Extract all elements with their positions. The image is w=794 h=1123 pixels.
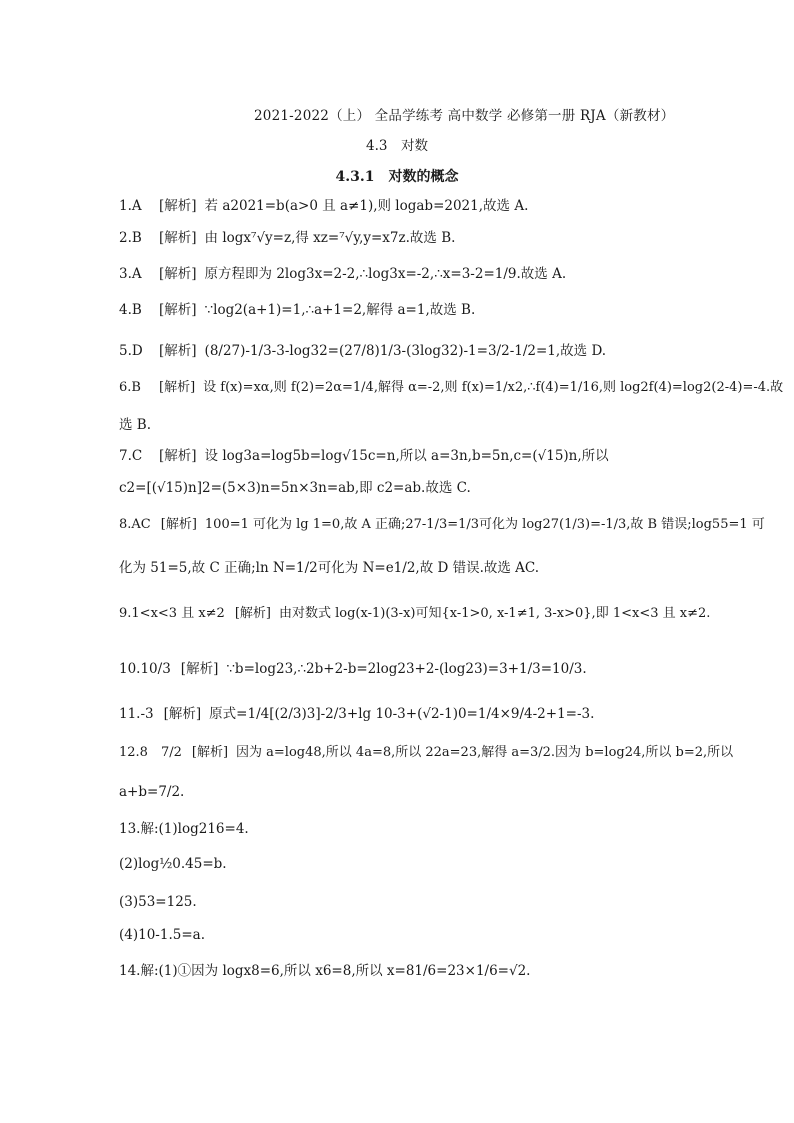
answer-text: (2)log½0.45=b.	[119, 856, 227, 872]
answer-line	[119, 516, 765, 534]
answer-line	[119, 197, 679, 215]
answer-number: 1.A	[119, 198, 142, 214]
answer-text: (3)53=125.	[119, 894, 197, 910]
answer-line	[119, 962, 679, 980]
answer-line	[119, 855, 679, 873]
answer-line	[119, 705, 679, 723]
answer-text: 因为 a=log48,所以 4a=8,所以 22a=23,解得 a=3/2.因为 b=log24,所以 b=2,所以	[236, 745, 734, 760]
answer-line	[119, 265, 679, 283]
answer-number: 5.D	[119, 343, 143, 359]
answer-text: ∵b=log23,∴2b+2-b=2log23+2-(log23)=3+1/3=10/3.	[226, 661, 587, 677]
answer-number: 13.解:	[119, 821, 159, 837]
answer-line	[119, 605, 711, 623]
answer-line	[119, 301, 679, 319]
answer-line	[119, 416, 679, 434]
answer-line	[119, 479, 679, 497]
answer-text: 设 log3a=log5b=log√15c=n,所以 a=3n,b=5n,c=(√15)n,所以	[204, 448, 609, 464]
answer-text: 原式=1/4[(2/3)3]-2/3+lg 10-3+(√2-1)0=1/4×9/4-2+1=-3.	[209, 706, 595, 722]
answer-text: 由 logx⁷√y=z,得 xz=⁷√y,y=x7z.故选 B.	[204, 230, 456, 246]
answer-text: (1)①因为 logx8=6,所以 x6=8,所以 x=81/6=23×1/6=√2.	[158, 963, 531, 979]
page-header: 2021-2022（上） 全品学练考 高中数学 必修第一册 RJA（新教材）	[254, 108, 675, 124]
analysis-tag: [解析]	[159, 302, 197, 318]
analysis-tag: [解析]	[163, 706, 202, 722]
answer-text: ∵log2(a+1)=1,∴a+1=2,解得 a=1,故选 B.	[204, 302, 476, 318]
answer-number: 3.A	[119, 266, 142, 282]
answer-text: (1)log216=4.	[158, 821, 249, 837]
answer-line	[119, 559, 679, 577]
answer-text: (4)10-1.5=a.	[119, 927, 205, 943]
section-title: 4.3 对数	[366, 138, 428, 154]
answer-number: 6.B	[119, 380, 141, 395]
analysis-tag: [解析]	[180, 661, 219, 677]
analysis-tag: [解析]	[159, 380, 196, 395]
answer-number: 9.1<x<3 且 x≠2	[119, 606, 225, 621]
answer-number: 12.8 7/2	[119, 745, 182, 760]
answer-text: 100=1 可化为 lg 1=0,故 A 正确;27-1/3=1/3可化为 log27(1/3)=-1/3,故 B 错误;log55=1 可	[204, 517, 765, 532]
answer-line	[119, 379, 784, 397]
answer-line	[119, 926, 679, 944]
answer-line	[119, 744, 734, 762]
answer-number: 11.-3	[119, 706, 154, 722]
answer-text: 由对数式 log(x-1)(3-x)可知{x-1>0, x-1≠1, 3-x>0},即 1<x<3 且 x≠2.	[278, 606, 711, 621]
analysis-tag: [解析]	[159, 448, 197, 464]
analysis-tag: [解析]	[159, 230, 197, 246]
answer-text: 设 f(x)=xα,则 f(2)=2α=1/4,解得 α=-2,则 f(x)=1/x2,∴f(4)=1/16,则 log2f(4)=log2(2-4)=-4.故	[203, 380, 784, 395]
answer-line	[119, 820, 679, 838]
answer-text: (8/27)-1/3-3-log32=(27/8)1/3-(3log32)-1=3/2-1/2=1,故选 D.	[204, 343, 607, 359]
answer-number: 2.B	[119, 230, 142, 246]
answer-number: 4.B	[119, 302, 142, 318]
analysis-tag: [解析]	[159, 198, 197, 214]
answer-line	[119, 229, 679, 247]
analysis-tag: [解析]	[234, 606, 271, 621]
answer-text: 选 B.	[119, 417, 152, 433]
answer-number: 8.AC	[119, 517, 151, 532]
analysis-tag: [解析]	[159, 266, 197, 282]
answer-text: 若 a2021=b(a>0 且 a≠1),则 logab=2021,故选 A.	[204, 198, 529, 214]
answer-number: 10.10/3	[119, 661, 171, 677]
analysis-tag: [解析]	[160, 517, 197, 532]
answer-text: 化为 51=5,故 C 正确;ln N=1/2可化为 N=e1/2,故 D 错误.故选 AC.	[119, 560, 540, 576]
answer-text: 原方程即为 2log3x=2-2,∴log3x=-2,∴x=3-2=1/9.故选 A.	[204, 266, 567, 282]
subsection-title: 4.3.1 对数的概念	[335, 169, 459, 185]
answer-line	[119, 660, 679, 678]
analysis-tag: [解析]	[159, 343, 197, 359]
answer-text: c2=[(√15)n]2=(5×3)n=5n×3n=ab,即 c2=ab.故选 C.	[119, 480, 471, 496]
answer-number: 14.解:	[119, 963, 159, 979]
answer-text: a+b=7/2.	[119, 784, 185, 800]
answer-line	[119, 447, 679, 465]
answer-line	[119, 783, 679, 801]
answer-number: 7.C	[119, 448, 143, 464]
answer-line	[119, 893, 679, 911]
analysis-tag: [解析]	[191, 745, 229, 760]
answer-line	[119, 342, 679, 360]
